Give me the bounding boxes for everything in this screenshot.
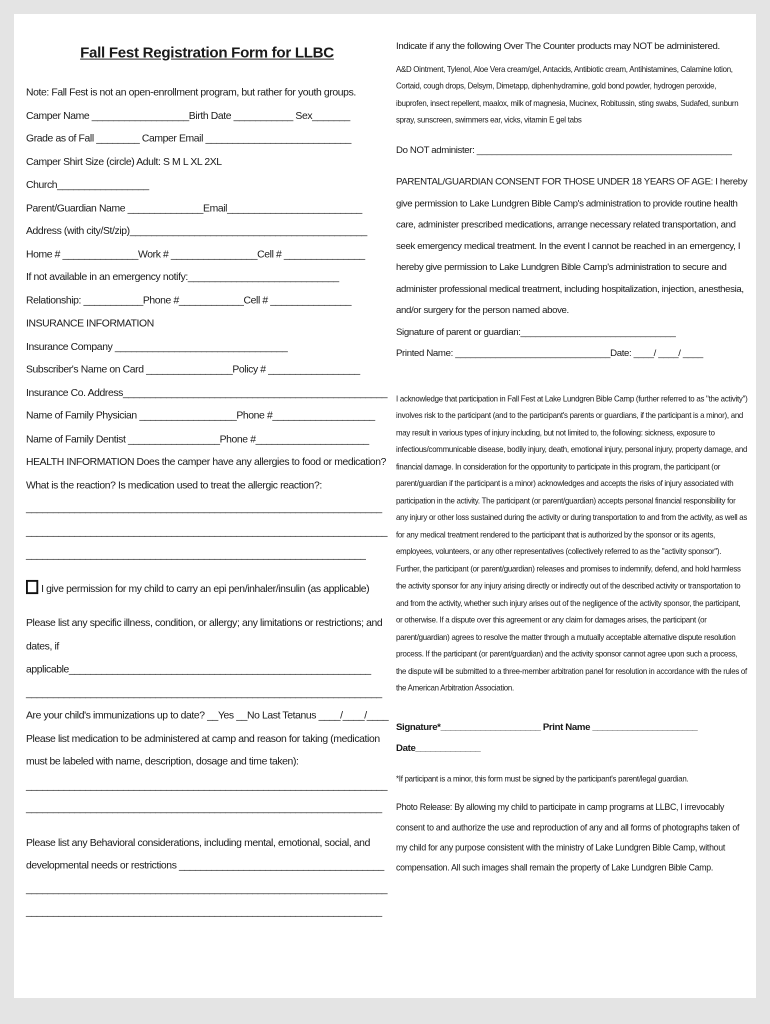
behavior-question: Please list any Behavioral considerations, including mental, emotional, social, and developmental needs or restrictions ______________________________________	[26, 836, 384, 872]
health-blank-1: __________________________________________________________________	[26, 502, 382, 514]
illness-question: Please list any specific illness, condition, or allergy; any limitations or restrictions; and dates, if applicable________________________________________________________	[26, 617, 383, 676]
health-question: HEALTH INFORMATION Does the camper have any allergies to food or medication? What is the reaction? Is medication used to treat the allergic reaction?:	[26, 456, 386, 491]
behavior-blank-2: __________________________________________________________________	[26, 906, 382, 918]
relationship-line: Relationship: ___________Phone #____________Cell # _______________	[26, 294, 352, 307]
physician-line: Name of Family Physician __________________Phone #___________________	[26, 410, 375, 422]
otc-heading: Indicate if any the following Over The Counter products may NOT be administered.	[396, 41, 720, 52]
left-column	[26, 36, 388, 924]
health-blank-3: _______________________________________________________________	[26, 548, 366, 561]
insurance-address-line: Insurance Co. Address_________________________________________________	[26, 387, 388, 399]
minor-signature-note: *If participant is a minor, this form must be signed by the participant's parent/legal guardian.	[396, 773, 689, 783]
note-line: Note: Fall Fest is not an open-enrollment program, but rather for youth groups.	[26, 86, 356, 99]
behavior-blank-1: ___________________________________________________________________	[26, 883, 388, 895]
immunization-line: Are your child's immunizations up to date? __Yes __No Last Tetanus ____/____/____	[26, 710, 389, 722]
insurance-heading: INSURANCE INFORMATION	[26, 317, 154, 330]
medication-blank-1: ___________________________________________________________________	[26, 779, 388, 791]
form-title: Fall Fest Registration Form for LLBC	[80, 45, 334, 62]
form-page	[14, 14, 756, 998]
medication-question: Please list medication to be administered at camp and reason for taking (medication must be labeled with name, description, dosage and time taken):	[26, 733, 380, 768]
parent-signature-line: Signature of parent or guardian:_______________________________	[396, 326, 676, 338]
grade-email-line: Grade as of Fall ________ Camper Email ___________________________	[26, 133, 352, 145]
photo-release-text: Photo Release: By allowing my child to participate in camp programs at LLBC, I irrevocably consent to and authorize the use and reproduction of any and all forms of photographs taken of my child for any purpose consistent with the ministry of Lake Lundgren Bible Camp, without compensation. All such images shall remain the property of Lake Lundgren Bible Camp.	[396, 802, 740, 873]
church-line: Church_________________	[26, 179, 149, 191]
illness-blank: __________________________________________________________________	[26, 686, 382, 699]
medication-blank-2: __________________________________________________________________	[26, 802, 382, 814]
shirt-size-line: Camper Shirt Size (circle) Adult: S M L XL 2XL	[26, 156, 222, 168]
address-line: Address (with city/St/zip)____________________________________________	[26, 225, 367, 237]
parent-guardian-line: Parent/Guardian Name ______________Email_________________________	[26, 202, 362, 214]
emergency-notify-line: If not available in an emergency notify:____________________________	[26, 271, 339, 283]
camper-name-line: Camper Name __________________Birth Date ___________ Sex_______	[26, 110, 350, 122]
otc-product-list: A&D Ointment, Tylenol, Aloe Vera cream/gel, Antacids, Antibiotic cream, Antihistamines, Calamine lotion, Cortaid, cough drops, Delsym, Dimetapp, diphenhydramine, gold bond powder, hydrogen peroxide, ibuprofen, insect repellent, maalox, milk of magnesia, Mucinex, Robitussin, sting swabs, Sudafed, sunburn spray, sunscreen, swimmers ear, vicks, vitamin E gel tabs	[396, 64, 739, 125]
dentist-line: Name of Family Dentist _________________Phone #_____________________	[26, 433, 369, 445]
printed-name-date-line: Printed Name: _______________________________Date: ____/ ____/ ____	[396, 347, 703, 359]
epi-permission-row	[26, 578, 388, 601]
right-column	[396, 36, 748, 878]
liability-waiver-text: I acknowledge that participation in Fall Fest at Lake Lundgren Bible Camp (further referred to as "the activity") involves risk to the participant (and to the participant's parents or guardians, if the participant is a minor), and may result in various types of injury including, but not limited to, the following: sickness, exposure to infectious/communicable disease, bodily injury, death, emotional injury, personal injury, property damage, and financial damage. In consideration for the opportunity to participate in this program, the participant (or parent/guardian if the participant is a minor) acknowledges and accepts the risks of injury associated with participation in the activity. The participant (or parent/guardian) accepts personal financial responsibility for any injury or other loss sustained during the activity or during transportation to and from the activity, as well as for any medical treatment rendered to the participant that is authorized by the sponsor or its agents, employees, volunteers, or any other representatives (collectively referred to as the "activity sponsor"). Further, the participant (or parent/guardian) releases and promises to indemnify, defend, and hold harmless the activity sponsor for any injury arising directly or indirectly out of the described activity or transportation to and from the activity, whether such injury arises out of the negligence of the activity sponsor, the participant, or otherwise. If a dispute over this agreement or any claim for damages arises, the participant (or parent/guardian) agrees to resolve the matter through a mutually acceptable alternative dispute resolution process. If the participant (or parent/guardian) and the activity sponsor cannot agree upon such a process, the dispute will be submitted to a three-member arbitration panel for resolution in accordance with the rules of the American Arbitration Association.	[396, 393, 748, 693]
subscriber-line: Subscriber's Name on Card ________________Policy # _________________	[26, 364, 360, 376]
insurance-company-line: Insurance Company ________________________________	[26, 340, 288, 353]
parental-consent-text: PARENTAL/GUARDIAN CONSENT FOR THOSE UNDER 18 YEARS OF AGE: I hereby give permission to Lake Lundgren Bible Camp's administration to provide routine health care, administer prescribed medications, arrange necessary related transportation, and seek emergency medical treatment. In the event I cannot be reached in an emergency, I hereby give permission to Lake Lundgren Bible Camp's administration to secure and administer professional medical treatment, including hospitalization, injection, anesthesia, and/or surgery for the person named above.	[396, 176, 748, 316]
epi-checkbox[interactable]	[26, 579, 38, 593]
health-blank-2: ___________________________________________________________________	[26, 525, 388, 538]
phone-numbers-line: Home # ______________Work # ________________Cell # _______________	[26, 248, 365, 260]
waiver-signature-line: Signature*____________________ Print Name _____________________	[396, 721, 698, 733]
do-not-administer-line: Do NOT administer: ___________________________________________________	[396, 144, 732, 156]
epi-permission-label: I give permission for my child to carry an epi pen/inhaler/insulin (as applicable)	[41, 583, 370, 595]
waiver-date-line: Date_____________	[396, 742, 481, 754]
